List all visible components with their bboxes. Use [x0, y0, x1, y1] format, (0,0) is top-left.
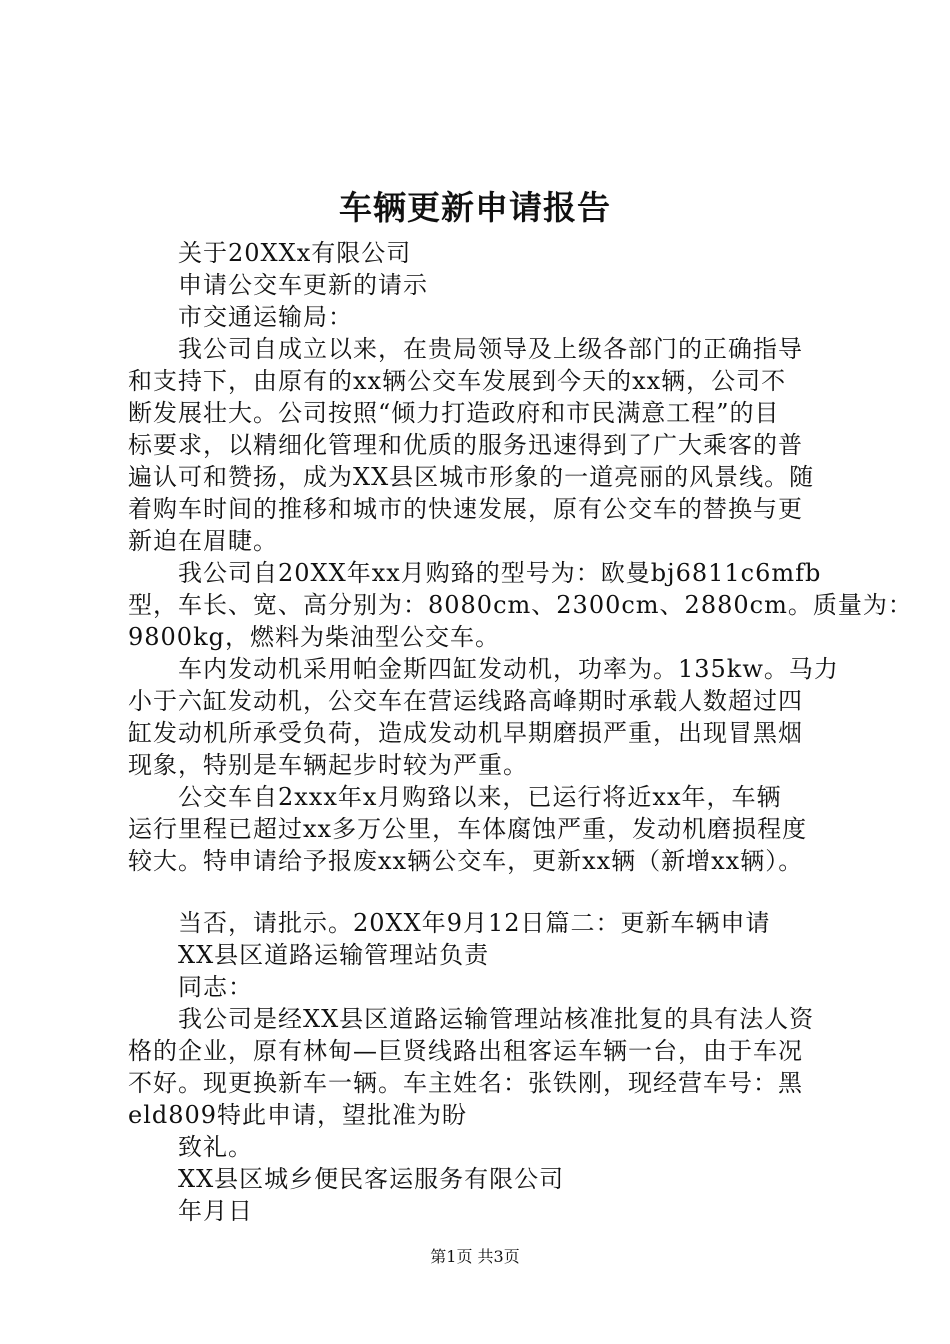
text-line: 9800kg，燃料为柴油型公交车。: [128, 623, 500, 651]
text-line: 年月日: [178, 1197, 253, 1225]
text-line: 关于20XXx有限公司: [178, 239, 412, 267]
text-line: 运行里程已超过xx多万公里，车体腐蚀严重，发动机磨损程度: [128, 815, 808, 843]
text-line: 我公司是经XX县区道路运输管理站核准批复的具有法人资: [178, 1005, 815, 1033]
text-line: XX县区道路运输管理站负责: [178, 941, 490, 969]
text-line: 着购车时间的推移和城市的快速发展，原有公交车的替换与更: [128, 495, 803, 523]
text-line: 遍认可和赞扬，成为XX县区城市形象的一道亮丽的风景线。随: [128, 463, 815, 491]
text-line: 我公司自成立以来，在贵局领导及上级各部门的正确指导: [178, 335, 803, 363]
text-line: XX县区城乡便民客运服务有限公司: [178, 1165, 565, 1193]
page-footer: 第1页 共3页: [430, 1247, 520, 1266]
text-line: 标要求，以精细化管理和优质的服务迅速得到了广大乘客的普: [128, 431, 803, 459]
text-line: 小于六缸发动机，公交车在营运线路高峰期时承载人数超过四: [128, 687, 803, 715]
text-line: 格的企业，原有林甸—巨贤线路出租客运车辆一台，由于车况: [128, 1037, 803, 1065]
text-line: 同志：: [178, 973, 253, 1001]
text-line: 致礼。: [178, 1133, 253, 1161]
text-line: 缸发动机所承受负荷，造成发动机早期磨损严重，出现冒黑烟: [128, 719, 803, 747]
text-line: 车内发动机采用帕金斯四缸发动机，功率为。135kw。马力: [178, 655, 839, 683]
paragraph-gap: [128, 877, 848, 907]
text-line: 不好。现更换新车一辆。车主姓名：张铁刚，现经营车号：黑: [128, 1069, 803, 1097]
text-line: 市交通运输局：: [178, 303, 353, 331]
text-line: 现象，特别是车辆起步时较为严重。: [128, 751, 528, 779]
text-line: 型，车长、宽、高分别为：8080cm、2300cm、2880cm。质量为：: [128, 591, 913, 619]
document-title: 车辆更新申请报告: [339, 188, 611, 227]
text-line: 我公司自20XX年xx月购臵的型号为：欧曼bj6811c6mfb: [178, 559, 822, 587]
text-line: 当否，请批示。20XX年9月12日篇二：更新车辆申请: [178, 909, 771, 937]
text-line: 较大。特申请给予报废xx辆公交车，更新xx辆（新增xx辆）。: [128, 847, 804, 875]
document-body: [128, 237, 913, 1227]
text-line: 断发展壮大。公司按照“倾力打造政府和市民满意工程”的目: [128, 399, 780, 427]
text-line: 和支持下，由原有的xx辆公交车发展到今天的xx辆，公司不: [128, 367, 787, 395]
text-line: 新迫在眉睫。: [128, 527, 278, 555]
text-line: eld809特此申请，望批准为盼: [128, 1101, 468, 1129]
text-line: 公交车自2xxx年x月购臵以来，已运行将近xx年，车辆: [178, 783, 782, 811]
text-line: 申请公交车更新的请示: [178, 271, 428, 299]
